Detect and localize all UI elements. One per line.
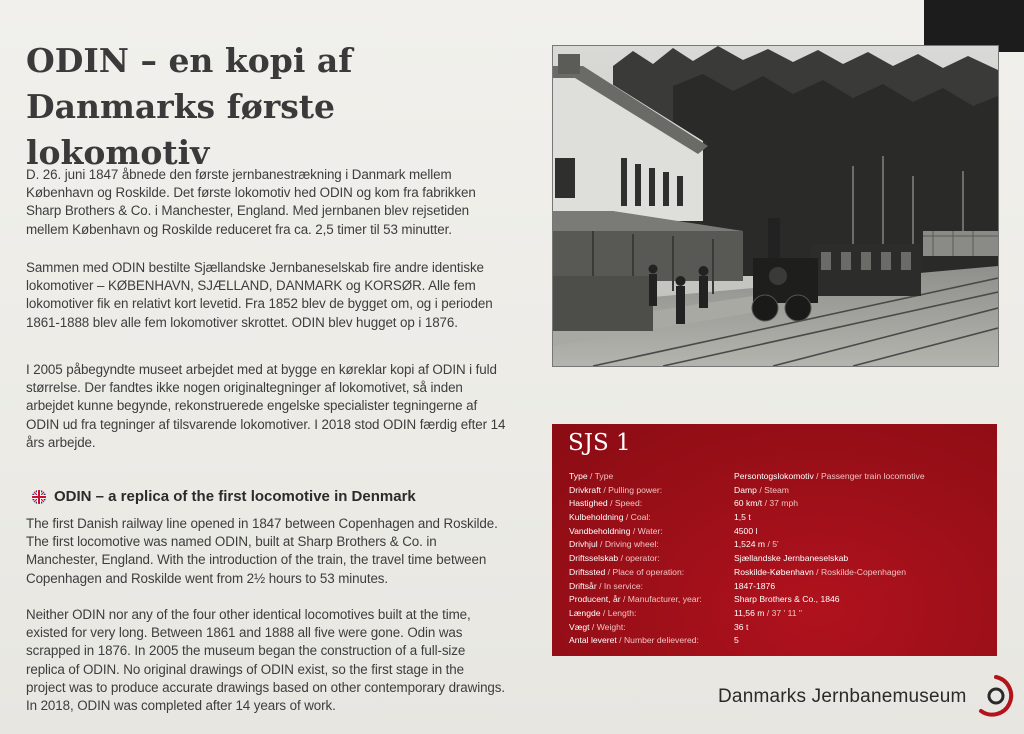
spec-key-english: Manufacturer, year: — [627, 594, 702, 605]
technical-data-panel — [552, 424, 997, 656]
logo-text: Danmarks Jernbanemuseum — [718, 686, 967, 707]
spec-row — [569, 621, 989, 635]
spec-key — [569, 511, 734, 525]
spec-key — [569, 593, 734, 607]
spec-key — [569, 470, 734, 484]
separator: / — [765, 539, 773, 550]
spec-row — [569, 538, 989, 552]
separator: / — [589, 621, 597, 632]
english-heading-text: ODIN – a replica of the first locomotive in Denmark — [54, 488, 416, 505]
museum-logo-icon — [975, 673, 1017, 721]
spec-key — [569, 538, 734, 552]
museum-logo — [718, 673, 1017, 721]
spec-value-danish: Sharp Brothers & Co., 1846 — [734, 594, 840, 605]
spec-key-danish: Driftsselskab — [569, 553, 619, 564]
separator: / — [756, 484, 765, 495]
spec-row — [569, 552, 989, 566]
spec-value-danish: 36 t — [734, 621, 749, 632]
separator: / — [597, 539, 605, 550]
spec-value — [734, 593, 989, 607]
spec-value-danish: 1,524 m — [734, 539, 766, 550]
spec-key-english: Number delievered: — [623, 635, 699, 646]
spec-row — [569, 566, 989, 580]
spec-key-danish: Driftsår — [569, 580, 597, 591]
spec-row — [569, 607, 989, 621]
separator: / — [618, 553, 626, 564]
spec-value-english: Steam — [764, 484, 789, 495]
spec-value-english: 37 ' 11 " — [771, 607, 802, 618]
title-line-1: ODIN – en kopi af — [26, 41, 353, 80]
spec-key — [569, 566, 734, 580]
separator: / — [764, 607, 772, 618]
spec-value — [734, 566, 989, 580]
danish-paragraph-1: D. 26. juni 1847 åbnede den første jernbanestrækning i Danmark mellem København og Roskilde. Det første lokomotiv hed ODIN og kom fra fabrikken Sharp Brothers & Co. i Manchester, England. Med jernbanen blev rejsetiden mellem København og Roskilde reduceret fra ca. 2,5 timer til 53 minutter. — [26, 167, 476, 237]
spec-table — [569, 470, 989, 648]
spec-key-english: Pulling power: — [608, 484, 663, 495]
spec-key-english: Type — [594, 471, 614, 481]
spec-row — [569, 470, 989, 484]
separator: / — [620, 594, 628, 605]
spec-value-danish: 60 km/t — [734, 498, 763, 509]
spec-row — [569, 580, 989, 594]
spec-value-english: 37 mph — [769, 498, 799, 509]
spec-key-english: operator: — [625, 553, 660, 564]
spec-key-english: Coal: — [630, 512, 651, 523]
separator: / — [607, 498, 615, 509]
spec-row — [569, 634, 989, 648]
separator: / — [601, 484, 609, 495]
spec-value-english: Passenger train locomotive — [820, 471, 925, 481]
spec-key-english: Place of operation: — [612, 566, 685, 577]
spec-value-danish: 1,5 t — [734, 512, 751, 523]
separator: / — [813, 566, 821, 577]
english-heading — [32, 488, 512, 505]
separator: / — [616, 635, 624, 646]
spec-value — [734, 484, 989, 498]
spec-key-english: Length: — [607, 607, 637, 618]
spec-key-english: Weight: — [596, 621, 626, 632]
title-line-2: Danmarks første lokomotiv — [26, 87, 336, 172]
spec-value-danish: Roskilde-København — [734, 566, 814, 577]
separator: / — [596, 580, 604, 591]
danish-paragraph-2: Sammen med ODIN bestilte Sjællandske Jernbaneselskab fire andre identiske lokomotiver – KØBENHAVN, SJÆLLAND, DANMARK og KORSØR. Alle fem lokomotiver fik en relativt kort levetid. Fra 1852 blev de bygget om, og i perioden 1861-1888 blev alle fem lokomotiver skrottet. ODIN blev hugget op i 1876. — [26, 260, 493, 330]
separator: / — [630, 525, 638, 536]
spec-key-danish: Antal leveret — [569, 635, 617, 646]
spec-value-danish: Sjællandske Jernbaneselskab — [734, 553, 849, 564]
separator: / — [623, 512, 631, 523]
spec-key-danish: Længde — [569, 607, 601, 618]
page-title — [26, 38, 526, 176]
spec-key-danish: Vægt — [569, 621, 590, 632]
spec-key — [569, 552, 734, 566]
spec-key-danish: Drivhjul — [569, 539, 598, 550]
spec-key-danish: Kulbeholdning — [569, 512, 624, 523]
spec-key-danish: Vandbeholdning — [569, 525, 631, 536]
spec-value-danish: 4500 l — [734, 525, 758, 536]
historic-station-photo — [552, 45, 999, 367]
spec-row — [569, 484, 989, 498]
spec-row — [569, 511, 989, 525]
spec-row — [569, 593, 989, 607]
spec-value-english: 5' — [772, 539, 779, 550]
spec-value — [734, 538, 989, 552]
panel-title: SJS 1 — [568, 430, 631, 456]
spec-value-danish: Persontogslokomotiv — [734, 471, 814, 481]
uk-flag-icon — [32, 490, 46, 504]
spec-key — [569, 497, 734, 511]
spec-value-english: Roskilde-Copenhagen — [820, 566, 906, 577]
spec-key-english: Water: — [637, 525, 663, 536]
spec-key-english: Driving wheel: — [604, 539, 659, 550]
spec-key-danish: Drivkraft — [569, 484, 601, 495]
spec-row — [569, 525, 989, 539]
danish-paragraph-3: I 2005 påbegyndte museet arbejdet med at bygge en køreklar kopi af ODIN i fuld størrelse. Der fandtes ikke nogen originaltegninger af lokomotivet, så inden arbejdet kunne begynde, rekonstruerede engelske specialister tegningerne af ODIN ud fra tegninger af tilsvarende lokomotiver. I 2018 stod ODIN færdig efter 14 års arbejde. — [26, 362, 506, 450]
separator: / — [813, 471, 821, 481]
separator: / — [762, 498, 770, 509]
spec-value — [734, 470, 989, 484]
spec-value — [734, 607, 989, 621]
english-paragraph-2: Neither ODIN nor any of the four other identical locomotives built at the time, existed for very long. Between 1861 and 1888 all five were gone. Odin was scrapped in 1876. In 2005 the museum began the construction of a full-size replica of ODIN. No original drawings of ODIN exist, so the first stage in the project was to produce accurate drawings based on other contemporary drawings. In 2018, ODIN was completed after 14 years of work. — [26, 607, 505, 714]
spec-key-english: Speed: — [614, 498, 643, 509]
spec-key — [569, 607, 734, 621]
spec-value — [734, 497, 989, 511]
spec-value — [734, 511, 989, 525]
spec-key-danish: Type — [569, 471, 588, 481]
spec-value — [734, 634, 989, 648]
spec-value — [734, 552, 989, 566]
spec-value — [734, 621, 989, 635]
spec-key — [569, 484, 734, 498]
english-paragraph-1: The first Danish railway line opened in 1847 between Copenhagen and Roskilde. The first locomotive was named ODIN, built at Sharp Brothers & Co. in Manchester, England. With the introduction of the train, the travel time between Copenhagen and Roskilde went from 2½ hours to 53 minutes. — [26, 516, 498, 586]
spec-row — [569, 497, 989, 511]
spec-key-danish: Hastighed — [569, 498, 608, 509]
spec-value-danish: 11,56 m — [734, 607, 765, 618]
spec-value-danish: 1847-1876 — [734, 580, 776, 591]
spec-key — [569, 634, 734, 648]
spec-key — [569, 525, 734, 539]
spec-value-danish: 5 — [734, 635, 739, 646]
separator: / — [605, 566, 613, 577]
spec-value — [734, 580, 989, 594]
spec-key — [569, 621, 734, 635]
spec-key — [569, 580, 734, 594]
spec-value — [734, 525, 989, 539]
spec-key-danish: Driftssted — [569, 566, 606, 577]
spec-value-danish: Damp — [734, 484, 757, 495]
spec-key-english: In service: — [603, 580, 644, 591]
separator: / — [587, 471, 595, 481]
separator: / — [600, 607, 608, 618]
spec-key-danish: Producent, år — [569, 594, 621, 605]
